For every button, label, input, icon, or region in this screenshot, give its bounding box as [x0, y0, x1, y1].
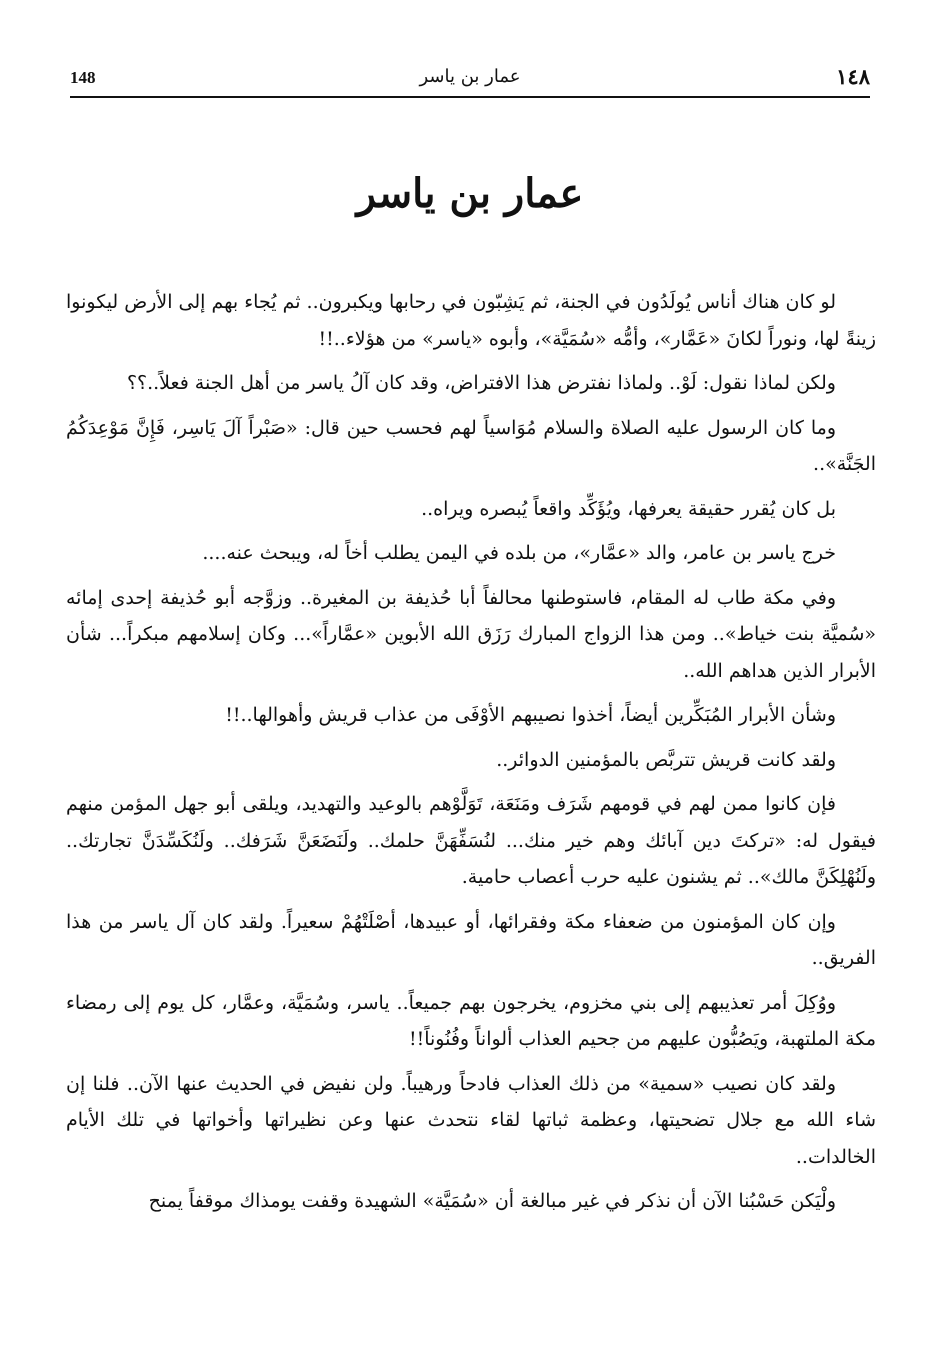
page-number-latin: 148 [70, 68, 96, 87]
paragraph: ووُكِلَ أمر تعذيبهم إلى بني مخزوم، يخرجون بهم جميعاً.. ياسر، وسُمَيَّة، وعمَّار، كل يوم إلى رمضاء مكة الملتهبة، ويَصُبُّون عليهم من جحيم العذاب ألواناً وفُنُوناً!! [66, 991, 876, 1050]
page-header [70, 62, 870, 98]
body-text [66, 284, 876, 1228]
paragraph: وشأن الأبرار المُبَكِّرين أيضاً، أخذوا نصيبهم الأوْفَى من عذاب قريش وأهوالها..!! [225, 704, 836, 726]
running-title: عمار بن ياسر [419, 66, 521, 87]
paragraph: وإن كان المؤمنون من ضعفاء مكة وفقرائها، أو عبيدها، أصْلَتْهُمْ سعيراً. ولقد كان آل ياسر من هذا الفريق.. [66, 910, 876, 969]
paragraph: فإن كانوا ممن لهم في قومهم شَرَف ومَنَعَة، تَوَلَّوْهم بالوعيد والتهديد، ويلقى أبو جهل المؤمن منهم فيقول له: «تركتَ دين آبائك وهم خير منك... لنُسَفِّهَنَّ حلمك.. ولَنَضَعَنَّ شَرَفك.. ولَنُكَسِّدَنَّ تجارتك.. ولَنُهْلِكَنَّ مالك».. ثم يشنون عليه حرب أعصاب حامية. [66, 793, 876, 888]
paragraph: وما كان الرسول عليه الصلاة والسلام مُوَاسياً لهم فحسب حين قال: «صَبْراً آلَ يَاسِر، فَإِنَّ مَوْعِدَكُمُ الجَنَّة».. [66, 416, 876, 475]
paragraph: وفي مكة طاب له المقام، فاستوطنها محالفاً أبا حُذيفة بن المغيرة.. وزوَّجه أبو حُذيفة إحدى إمائه «سُميَّة بنت خياط».. ومن هذا الزواج المبارك رَزَق الله الأبوين «عمَّاراً»... وكان إسلامهم مبكراً... شأن الأبرار الذين هداهم الله.. [66, 586, 876, 682]
paragraph: ولقد كانت قريش تتربَّص بالمؤمنين الدوائر.. [496, 748, 836, 771]
chapter-title: عمار بن ياسر [356, 170, 584, 217]
paragraph: ولقد كان نصيب «سمية» من ذلك العذاب فادحاً ورهيباً. ولن نفيض في الحديث عنها الآن.. فلنا إن شاء الله مع جلال تضحيتها، وعظمة ثباتها لقاء نتحدث عنها وعن نظيراتها وأخواتها في تلك الأيام الخالدات.. [66, 1072, 876, 1168]
paragraph: ولكن لماذا نقول: لَوْ.. ولماذا نفترض هذا الافتراض، وقد كان آلُ ياسر من أهل الجنة فعلاً..؟؟ [126, 372, 836, 394]
paragraph: خرج ياسر بن عامر، والد «عمَّار»، من بلده في اليمن يطلب أخاً له، ويبحث عنه.... [202, 542, 836, 564]
paragraph: بل كان يُقرر حقيقة يعرفها، ويُؤَكِّد واقعاً يُبصره ويراه.. [421, 497, 836, 520]
paragraph: لو كان هناك أناس يُولَدُون في الجنة، ثم يَشِبّون في رحابها ويكبرون.. ثم يُجاء بهم إلى الأرض ليكونوا زينةً لها، ونوراً لكانَ «عَمَّار»، وأمُّه «سُمَيَّة»، وأبوه «ياسر» من هؤلاء..!! [66, 291, 876, 350]
page-number-arabic: ١٤٨ [836, 64, 870, 89]
paragraph: ولْيَكن حَسْبُنا الآن أن نذكر في غير مبالغة أن «سُمَيَّة» الشهيدة وقفت يومذاك موقفاً يمنح [148, 1190, 836, 1212]
